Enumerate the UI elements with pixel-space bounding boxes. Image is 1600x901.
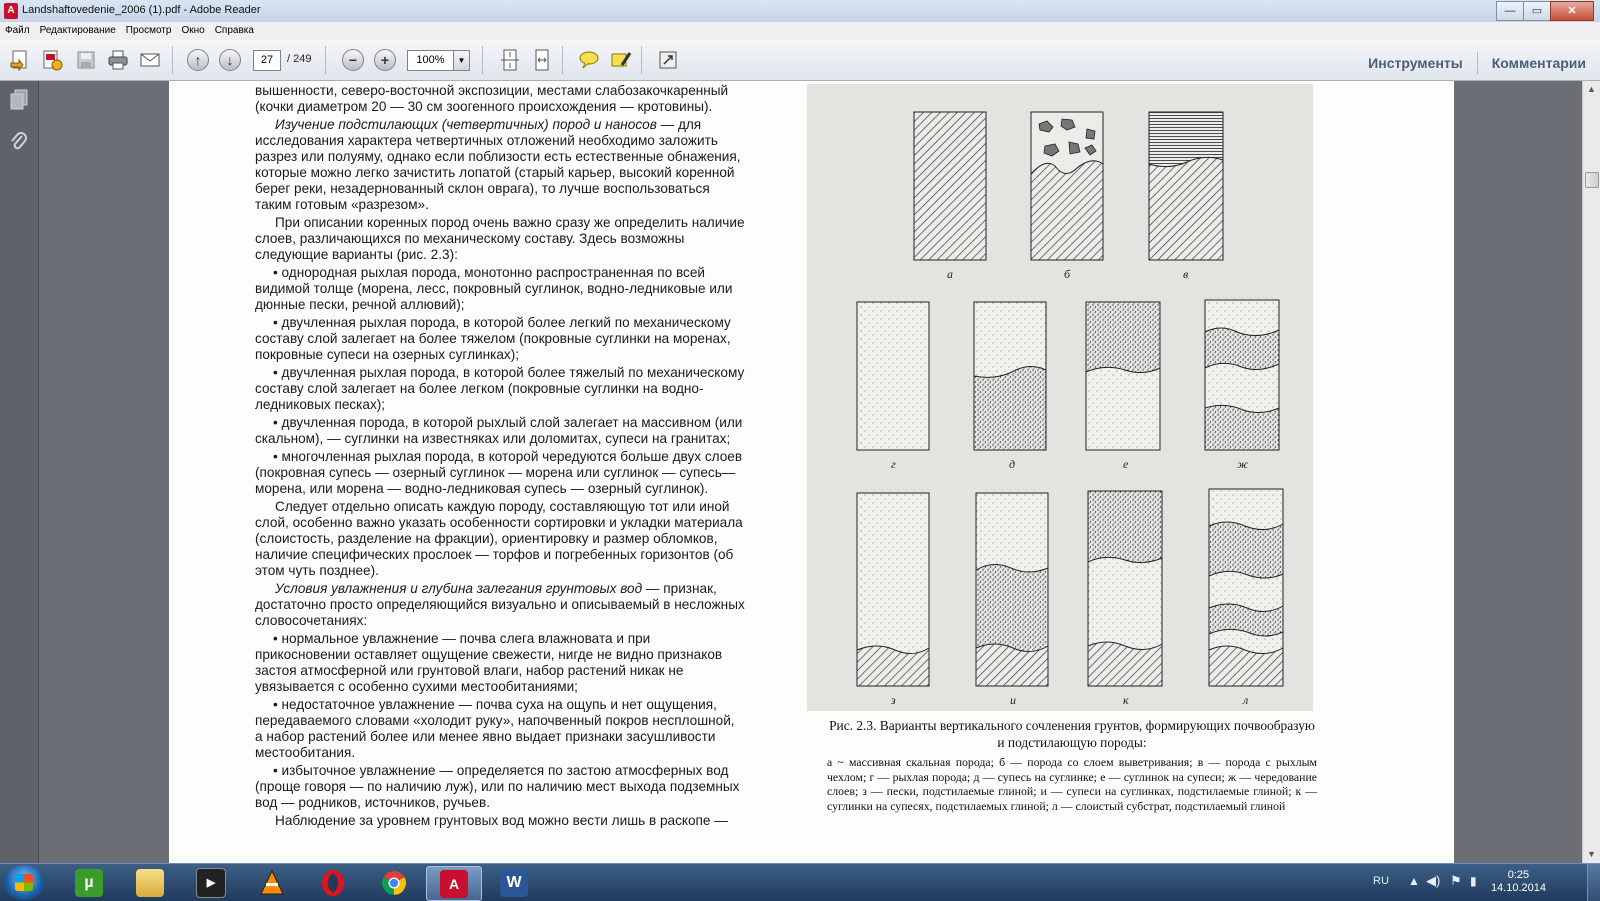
menu-window[interactable]: Окно — [181, 25, 205, 36]
chrome-icon — [380, 869, 408, 897]
chevron-down-icon: ▼ — [457, 56, 466, 65]
column-d — [974, 302, 1046, 450]
clock-time: 0:25 — [1507, 869, 1530, 881]
comments-link[interactable]: Комментарии — [1491, 55, 1586, 71]
title-bar — [0, 0, 1600, 23]
toolbar-separator — [325, 46, 326, 74]
caption-title: Рис. 2.3. Варианты вертикального сочленения грунтов, формирующих почвообразую и подстилающую породы: — [829, 718, 1315, 750]
vertical-scrollbar[interactable] — [1582, 81, 1600, 863]
link-separator — [1477, 52, 1478, 74]
navigation-pane — [0, 81, 39, 863]
label-z: з — [891, 693, 896, 707]
column-k — [1088, 491, 1162, 686]
label-b: б — [1064, 267, 1071, 281]
toolbar — [0, 40, 1600, 81]
pages-thumbnails-icon[interactable] — [9, 89, 29, 111]
email-icon[interactable] — [138, 48, 162, 72]
column-e — [1086, 302, 1160, 450]
menu-bar — [0, 22, 1600, 40]
page-total: / 249 — [287, 53, 312, 65]
figure-soil-columns — [807, 84, 1313, 711]
column-g — [857, 302, 929, 450]
scroll-down-icon[interactable]: ▼ — [1587, 849, 1596, 859]
column-v — [1149, 112, 1223, 260]
system-tray — [1340, 864, 1600, 901]
page-text-column — [255, 83, 745, 831]
page-number-input[interactable]: 27 — [253, 50, 281, 71]
utorrent-icon: µ — [75, 869, 103, 897]
media-player-icon: ▶ — [196, 868, 226, 898]
vlc-icon — [258, 869, 286, 897]
label-i: и — [1010, 693, 1016, 707]
list-item: • многочленная рыхлая порода, в которой чередуются больше двух слоев (покровная супесь — озерный суглинок — морена или суглинок — супесь—морена, или морена — водно-ледниковая супесь — озерный суглинок). — [255, 449, 743, 496]
clock[interactable] — [1491, 869, 1546, 895]
minus-icon: − — [342, 49, 364, 71]
convert-pdf-icon[interactable] — [40, 48, 64, 72]
list-item: • двучленная рыхлая порода, в которой более тяжелый по механическому составу слой залегает на более легком (покровные суглинки на водно-ледниковых песках); — [255, 365, 745, 412]
paragraph: Наблюдение за уровнем грунтовых вод можно вести лишь в раскопе — — [275, 813, 728, 828]
label-d: д — [1009, 457, 1016, 471]
close-button[interactable]: ✕ — [1550, 1, 1594, 21]
adobe-reader-icon: A — [4, 3, 18, 19]
column-l — [1209, 489, 1283, 686]
toolbar-separator — [562, 46, 563, 74]
menu-edit[interactable]: Редактирование — [39, 25, 116, 36]
paragraph: Следует отдельно описать каждую породу, составляющую тот или иной слой, особенно важно указать особенности сортировки и укладки материала (слоистость, разделение на фракции), ориентировку и размер обломков, наличие специфических прослоек — торфов и погребенных горизонтов (об этом чуть позднее). — [255, 499, 743, 578]
column-i — [976, 493, 1048, 686]
attachments-icon[interactable] — [9, 131, 29, 153]
scroll-up-icon[interactable]: ▲ — [1587, 84, 1596, 94]
list-item: • двучленная порода, в которой рыхлый слой залегает на массивном (или скальном), — суглинки на известняках или доломитах, супеси на гранитах; — [255, 415, 743, 446]
menu-view[interactable]: Просмотр — [125, 25, 172, 36]
column-b — [1031, 112, 1103, 260]
maximize-button[interactable]: ▭ — [1523, 1, 1551, 21]
column-z — [857, 493, 929, 686]
fit-page-button[interactable] — [498, 48, 522, 72]
save-icon[interactable] — [74, 48, 98, 72]
list-item: • двучленная рыхлая порода, в которой более легкий по механическому составу слой залегает на более тяжелом (покровные суглинки на моренах, покровные супеси на озерных суглинках); — [255, 315, 731, 362]
soil-columns-diagram — [807, 84, 1313, 711]
arrow-down-icon: ↓ — [219, 49, 241, 71]
word-icon: W — [500, 869, 528, 897]
label-a: а — [947, 267, 953, 281]
right-panel-links — [1368, 52, 1586, 74]
column-a — [914, 112, 986, 260]
taskbar-app-vlc[interactable] — [245, 866, 299, 899]
taskbar-app-media-player-classic[interactable] — [184, 866, 238, 899]
create-pdf-icon[interactable] — [8, 48, 32, 72]
label-e: е — [1123, 457, 1129, 471]
toolbar-separator — [172, 46, 173, 74]
network-icon[interactable]: ▮ — [1470, 874, 1477, 888]
list-item: • однородная рыхлая порода, монотонно распространенная по всей видимой толще (морена, лесс, покровный суглинок, водно-ледниковые или дюнные пески, речной аллювий); — [255, 265, 733, 312]
zoom-in-button[interactable] — [373, 48, 397, 72]
column-zh — [1205, 300, 1279, 450]
window-title: Landshaftovedenie_2006 (1).pdf - Adobe Reader — [22, 4, 261, 16]
language-indicator[interactable]: RU — [1373, 875, 1389, 887]
paragraph: При описании коренных пород очень важно сразу же определить наличие слоев, различающихся по механическому составу. Здесь возможны следующие варианты (рис. 2.3): — [255, 215, 745, 262]
taskbar-app-opera[interactable] — [306, 866, 360, 899]
taskbar-app-explorer[interactable] — [123, 866, 177, 899]
label-zh: ж — [1237, 457, 1249, 471]
caption-legend: а ~ массивная скальная порода; б — порода со слоем выветривания; в — порода с рыхлым чехлом; г — рыхлая порода; д — супесь на суглинке; е — суглинок на супеси; ж — чередование слоев; з — пески, подстилаемые глиной; и — супеси на суглинках, подстилаемые глиной; к — суглинки на супесях, подстилаемых глиной; л — слоистый субстрат, подстилаемый глиной — [827, 755, 1317, 813]
list-item: • избыточное увлажнение — определяется по застою атмосферных вод (проще говоря — по наличию луж), или по наличию мест выхода подземных вод — родников, источников, ручьев. — [255, 763, 740, 810]
fullscreen-icon[interactable] — [656, 48, 680, 72]
paragraph: Условия увлажнения и глубина залегания грунтовых вод — признак, достаточно просто определяющийся визуально и описываемый в несложных словосочетаниях: — [255, 581, 745, 628]
start-button[interactable] — [4, 865, 44, 900]
adobe-reader-icon: A — [440, 870, 468, 898]
flag-icon[interactable]: ⚑ — [1450, 873, 1462, 888]
zoom-out-button[interactable] — [341, 48, 365, 72]
plus-icon: + — [374, 49, 396, 71]
window-controls — [1497, 1, 1594, 21]
clock-date: 14.10.2014 — [1490, 882, 1546, 894]
arrow-up-icon: ↑ — [187, 49, 209, 71]
label-g: г — [891, 457, 896, 471]
comment-icon[interactable] — [577, 48, 601, 72]
toolbar-separator — [482, 46, 483, 74]
zoom-level-input[interactable]: 100% — [407, 50, 454, 71]
volume-icon[interactable]: ◀) — [1426, 873, 1441, 888]
paragraph: Изучение подстилающих (четвертичных) пород и наносов — для исследования характера четвертичных отложений необходимо заложить разрез или полуяму, однако если поблизости есть естественные обнажения, которые можно легко зачистить лопатой (старый карьер, высокий коренной берег реки, незадернованный склон оврага), то лучше воспользоваться таким готовым «разрезом». — [255, 117, 741, 212]
menu-help[interactable]: Справка — [214, 25, 254, 36]
menu-file[interactable]: Файл — [5, 25, 30, 36]
label-v: в — [1183, 267, 1189, 281]
highlight-icon[interactable] — [609, 48, 633, 72]
pdf-page — [169, 81, 1454, 863]
taskbar-app-word[interactable] — [487, 866, 541, 899]
show-hidden-icons-icon[interactable]: ▲ — [1408, 874, 1420, 888]
show-desktop-button[interactable] — [1587, 864, 1600, 901]
taskbar — [0, 863, 1600, 901]
folder-icon — [136, 869, 164, 897]
list-item: • недостаточное увлажнение — почва суха на ощупь и нет ощущения, передаваемого словами «холодит руку», напочвенный покров несплошной, а набор растений более или менее явно выдает признаки засушливости местообитания. — [255, 697, 735, 760]
taskbar-app-utorrent[interactable] — [62, 866, 116, 899]
next-page-button[interactable] — [218, 48, 242, 72]
scrollbar-thumb[interactable] — [1585, 172, 1599, 188]
previous-page-button[interactable] — [186, 48, 210, 72]
zoom-dropdown-button[interactable] — [453, 50, 470, 71]
opera-icon — [319, 869, 347, 897]
document-viewport — [39, 81, 1583, 863]
list-item: • нормальное увлажнение — почва слега влажновата и при прикосновении оставляет ощущение свежести, нигде не видно признаков застоя атмосферной или грунтовой влаги, набор растений никак не увязывается с особенно сухими местообитаниями; — [255, 631, 723, 694]
label-k: к — [1123, 693, 1129, 707]
taskbar-app-adobe-reader[interactable] — [426, 866, 482, 901]
toolbar-separator — [641, 46, 642, 74]
taskbar-app-chrome[interactable] — [367, 866, 421, 899]
tools-link[interactable]: Инструменты — [1368, 55, 1463, 71]
figure-caption — [827, 717, 1317, 813]
label-l: л — [1243, 693, 1249, 707]
fit-width-button[interactable] — [530, 48, 554, 72]
print-icon[interactable] — [106, 48, 130, 72]
minimize-button[interactable]: — — [1496, 1, 1524, 21]
paragraph: вышенности, северо-восточной экспозиции, местами слабозакочкаренный (кочки диаметром 20 — 30 см зоогенного происхождения — кротовины). — [255, 83, 729, 114]
